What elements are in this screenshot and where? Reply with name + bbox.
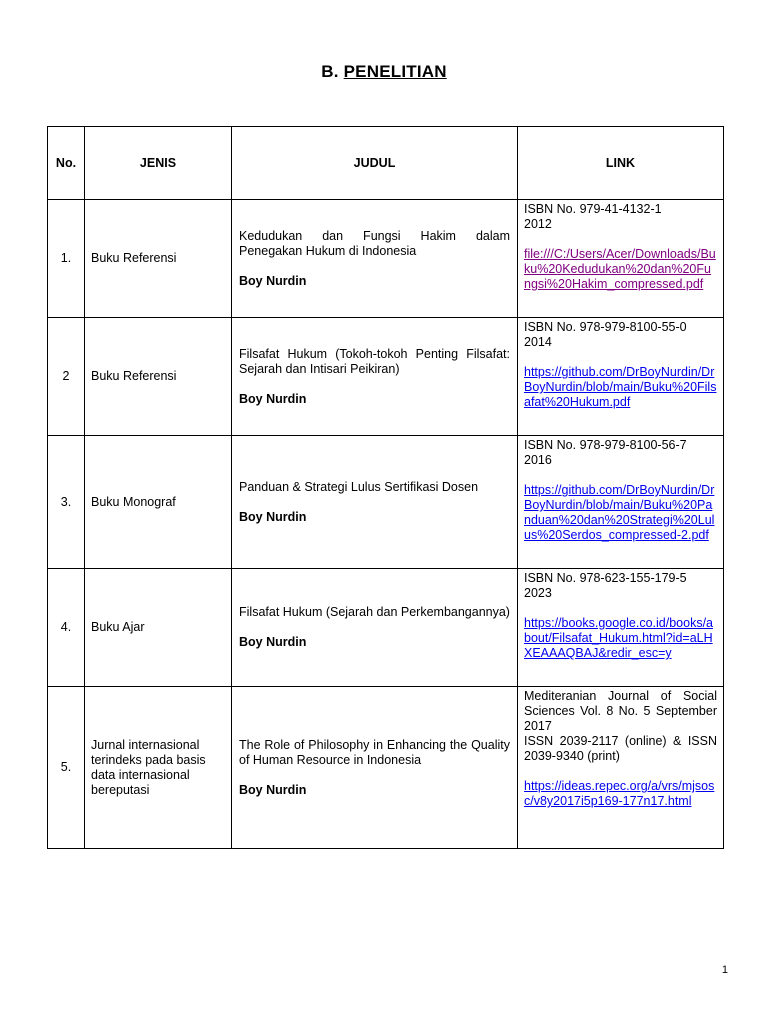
row-author: Boy Nurdin [239,782,307,797]
row-author: Boy Nurdin [239,273,307,288]
page-title [0,62,768,82]
table-row [48,318,724,436]
row-isbn: ISBN No. 979-41-4132-1 [524,202,662,216]
row-number: 3. [48,436,85,569]
row-number: 2 [48,318,85,436]
row-title: The Role of Philosophy in Enhancing the Quality of Human Resource in Indonesia [239,737,510,767]
row-judul [232,318,518,436]
row-title: Filsafat Hukum (Tokoh-tokoh Penting Filsafat: Sejarah dan Intisari Peikiran) [239,346,510,376]
row-number: 5. [48,687,85,849]
row-judul [232,200,518,318]
row-title: Kedudukan dan Fungsi Hakim dalam Penegakan Hukum di Indonesia [239,228,510,258]
row-issn: ISSN 2039-2117 (online) & ISSN 2039-9340 (print) [524,734,717,763]
header-no: No. [48,127,85,200]
row-title: Filsafat Hukum (Sejarah dan Perkembangannya) [239,605,510,619]
row-jenis: Buku Referensi [85,318,232,436]
row-number: 1. [48,200,85,318]
page-number: 1 [721,964,728,976]
row-author: Boy Nurdin [239,509,307,524]
row-url-link[interactable]: file:///C:/Users/Acer/Downloads/Buku%20Kedudukan%20dan%20Fungsi%20Hakim_compressed.pdf [524,247,716,291]
heading-word: PENELITIAN [343,62,447,81]
row-jenis: Buku Referensi [85,200,232,318]
row-isbn: ISBN No. 978-623-155-179-5 [524,571,687,585]
row-author: Boy Nurdin [239,635,307,649]
table-row [48,200,724,318]
row-jenis: Buku Monograf [85,436,232,569]
row-year: 2023 [524,586,552,600]
header-jenis: JENIS [85,127,232,200]
row-title: Panduan & Strategi Lulus Sertifikasi Dosen [239,479,479,494]
row-jenis: Jurnal internasional terindeks pada basis data internasional bereputasi [85,687,232,849]
table-header-row [48,127,724,200]
row-journal: Mediteranian Journal of Social Sciences Vol. 8 No. 5 September 2017 [524,689,717,733]
table-row [48,569,724,687]
research-table [47,126,724,849]
row-judul [232,436,518,569]
row-url-link[interactable]: https://books.google.co.id/books/about/Filsafat_Hukum.html?id=aLHXEAAAQBAJ&redir_esc=y [524,616,714,660]
row-year: 2012 [524,217,552,231]
row-author: Boy Nurdin [239,391,307,406]
row-number: 4. [48,569,85,687]
row-link-cell [518,569,724,687]
table-row [48,436,724,569]
row-year: 2016 [524,453,552,467]
row-url-link[interactable]: https://github.com/DrBoyNurdin/DrBoyNurdin/blob/main/Buku%20Panduan%20dan%20Strategi%20Lulus%20Serdos_compressed-2.pdf [524,483,715,542]
row-isbn: ISBN No. 978-979-8100-56-7 [524,438,687,452]
row-link-cell [518,318,724,436]
row-judul [232,569,518,687]
table-row [48,687,724,849]
row-link-cell [518,200,724,318]
heading-prefix: B. [321,62,339,81]
header-link: LINK [518,127,724,200]
row-isbn: ISBN No. 978-979-8100-55-0 [524,320,687,334]
row-url-link[interactable]: https://ideas.repec.org/a/vrs/mjsosc/v8y2017i5p169-177n17.html [524,779,715,808]
row-judul [232,687,518,849]
row-link-cell [518,436,724,569]
row-year: 2014 [524,335,552,349]
row-url-link[interactable]: https://github.com/DrBoyNurdin/DrBoyNurdin/blob/main/Buku%20Filsafat%20Hukum.pdf [524,365,717,409]
row-link-cell [518,687,724,849]
row-jenis: Buku Ajar [85,569,232,687]
header-judul: JUDUL [232,127,518,200]
